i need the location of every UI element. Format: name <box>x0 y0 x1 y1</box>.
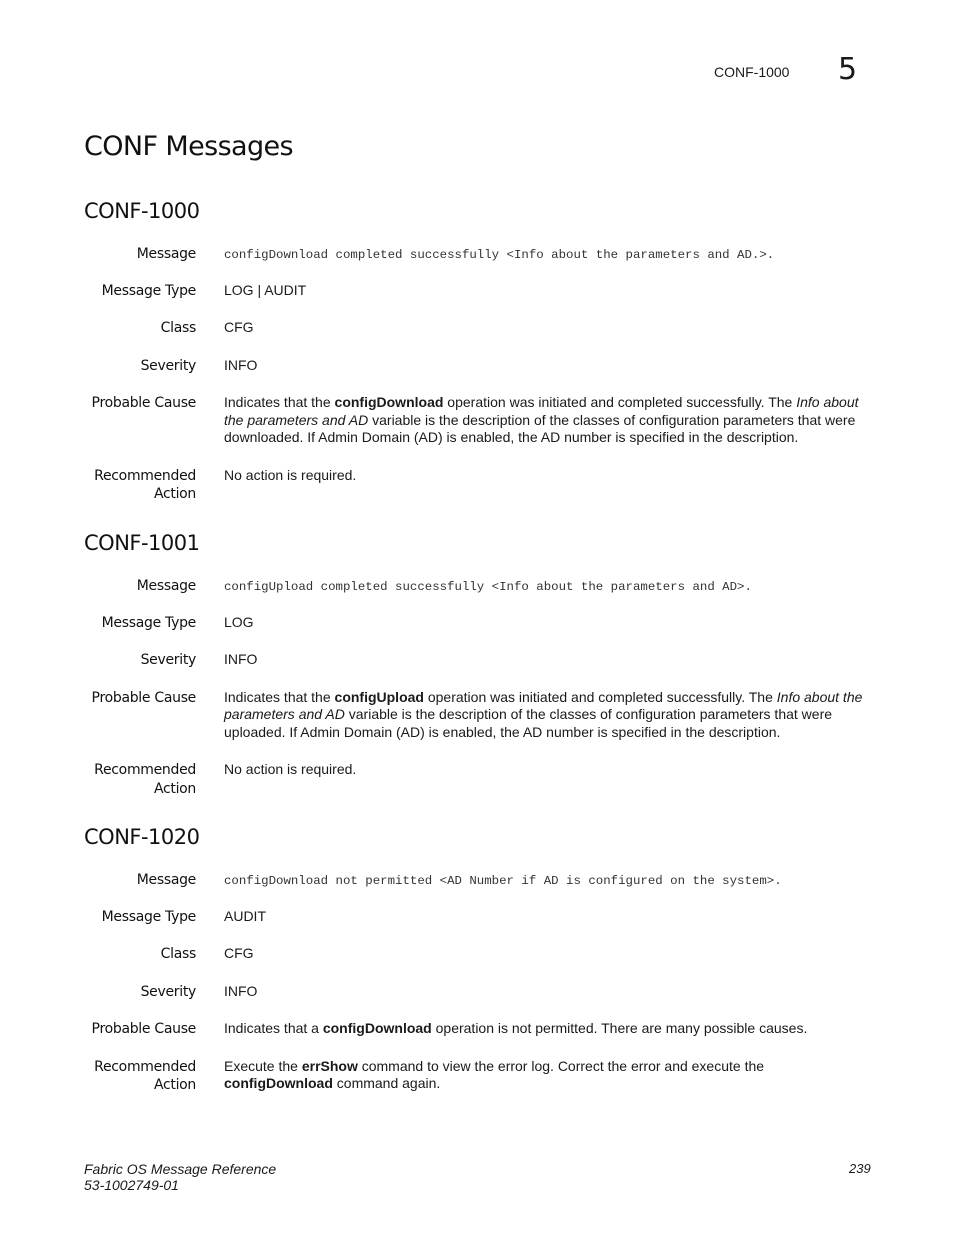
message-label: Message <box>136 246 196 262</box>
footer-book-title: Fabric OS Message Reference <box>84 1161 277 1177</box>
class-label: Class <box>160 946 196 962</box>
class-field <box>84 319 884 338</box>
command-name: errShow <box>301 1057 358 1074</box>
action-text: command to view the error log. Correct the error and execute the <box>357 1057 765 1074</box>
severity-value: INFO <box>224 356 258 373</box>
section-heading: CONF-1020 <box>84 825 200 849</box>
label-line: Recommended <box>94 762 196 778</box>
probable-cause-value <box>224 1020 876 1038</box>
severity-label: Severity <box>140 983 196 1000</box>
recommended-action-label <box>84 467 196 504</box>
message-label: Message <box>136 578 196 594</box>
probable-cause-label: Probable Cause <box>91 395 196 411</box>
class-field <box>84 945 884 964</box>
section-conf-1020 <box>84 825 884 1095</box>
label-line: Action <box>153 1077 196 1093</box>
severity-field <box>84 983 884 1002</box>
probable-cause-field <box>84 1020 884 1039</box>
recommended-action-value: No action is required. <box>224 761 357 777</box>
message-type-field <box>84 282 884 301</box>
cause-text: Indicates that the <box>224 688 335 705</box>
label-line: Recommended <box>94 1058 196 1075</box>
recommended-action-label <box>84 761 196 798</box>
running-head: CONF-1000 <box>714 64 790 80</box>
recommended-action-field <box>84 1058 884 1095</box>
severity-value: INFO <box>224 651 258 667</box>
section-conf-1000 <box>84 199 884 504</box>
message-value: configDownload completed successfully <Info about the parameters and AD.>. <box>224 248 775 262</box>
message-type-label: Message Type <box>101 282 196 299</box>
section-heading: CONF-1000 <box>84 199 200 223</box>
severity-field <box>84 651 884 670</box>
variable-name: Info about the parameters and AD <box>224 688 863 722</box>
severity-field <box>84 357 884 376</box>
command-name: configUpload <box>334 688 424 705</box>
cause-text: operation is not permitted. There are many possible causes. <box>431 1020 808 1036</box>
message-value: configUpload completed successfully <Info about the parameters and AD>. <box>224 580 752 594</box>
message-value: configDownload not permitted <AD Number if AD is configured on the system>. <box>224 874 782 888</box>
page-title: CONF Messages <box>84 131 294 162</box>
label-line: Action <box>153 486 196 502</box>
command-name: configDownload <box>224 1075 333 1091</box>
cause-text: operation was initiated and completed successfully. The <box>443 394 797 410</box>
message-type-field <box>84 614 884 633</box>
label-line: Action <box>153 780 196 797</box>
severity-value: INFO <box>224 982 258 999</box>
severity-label: Severity <box>140 652 196 668</box>
message-field <box>84 245 884 265</box>
class-label: Class <box>160 320 196 336</box>
cause-text: variable is the description of the classes of configuration parameters that were downloaded. If Admin Domain (AD) is enabled, the AD number is specified in the description. <box>224 411 856 445</box>
recommended-action-label <box>84 1058 196 1095</box>
action-text: Execute the <box>224 1057 302 1074</box>
severity-label: Severity <box>140 357 196 374</box>
message-type-field <box>84 908 884 927</box>
class-value: CFG <box>224 945 254 961</box>
footer-page-number: 239 <box>849 1161 871 1176</box>
cause-text: operation was initiated and completed successfully. The <box>423 688 777 705</box>
section-conf-1001 <box>84 531 884 798</box>
command-name: configDownload <box>322 1020 432 1036</box>
probable-cause-value <box>224 394 876 447</box>
probable-cause-field <box>84 394 884 447</box>
recommended-action-value <box>224 1058 876 1093</box>
probable-cause-label: Probable Cause <box>91 689 196 706</box>
action-text: command again. <box>332 1075 441 1091</box>
message-field <box>84 577 884 597</box>
message-type-value: LOG <box>224 613 254 630</box>
probable-cause-label: Probable Cause <box>91 1021 196 1037</box>
message-type-label: Message Type <box>101 614 196 631</box>
message-type-label: Message Type <box>101 908 196 925</box>
command-name: configDownload <box>334 394 444 410</box>
section-heading: CONF-1001 <box>84 531 200 555</box>
cause-text: Indicates that the <box>224 394 335 410</box>
variable-name: Info about the parameters and AD <box>224 394 859 428</box>
cause-text: variable is the description of the classes of configuration parameters that were uploaded. If Admin Domain (AD) is enabled, the AD number is specified in the description. <box>224 706 833 740</box>
probable-cause-field <box>84 689 884 742</box>
class-value: CFG <box>224 319 254 335</box>
message-type-value: LOG | AUDIT <box>224 281 307 298</box>
recommended-action-value: No action is required. <box>224 466 357 483</box>
label-line: Recommended <box>94 467 196 484</box>
recommended-action-field <box>84 761 884 798</box>
message-type-value: AUDIT <box>224 907 266 924</box>
cause-text: Indicates that a <box>224 1020 323 1036</box>
chapter-number: 5 <box>838 52 858 87</box>
message-field <box>84 871 884 891</box>
message-label: Message <box>136 872 196 888</box>
probable-cause-value <box>224 689 876 742</box>
footer-doc-number: 53-1002749-01 <box>84 1177 179 1193</box>
recommended-action-field <box>84 467 884 504</box>
